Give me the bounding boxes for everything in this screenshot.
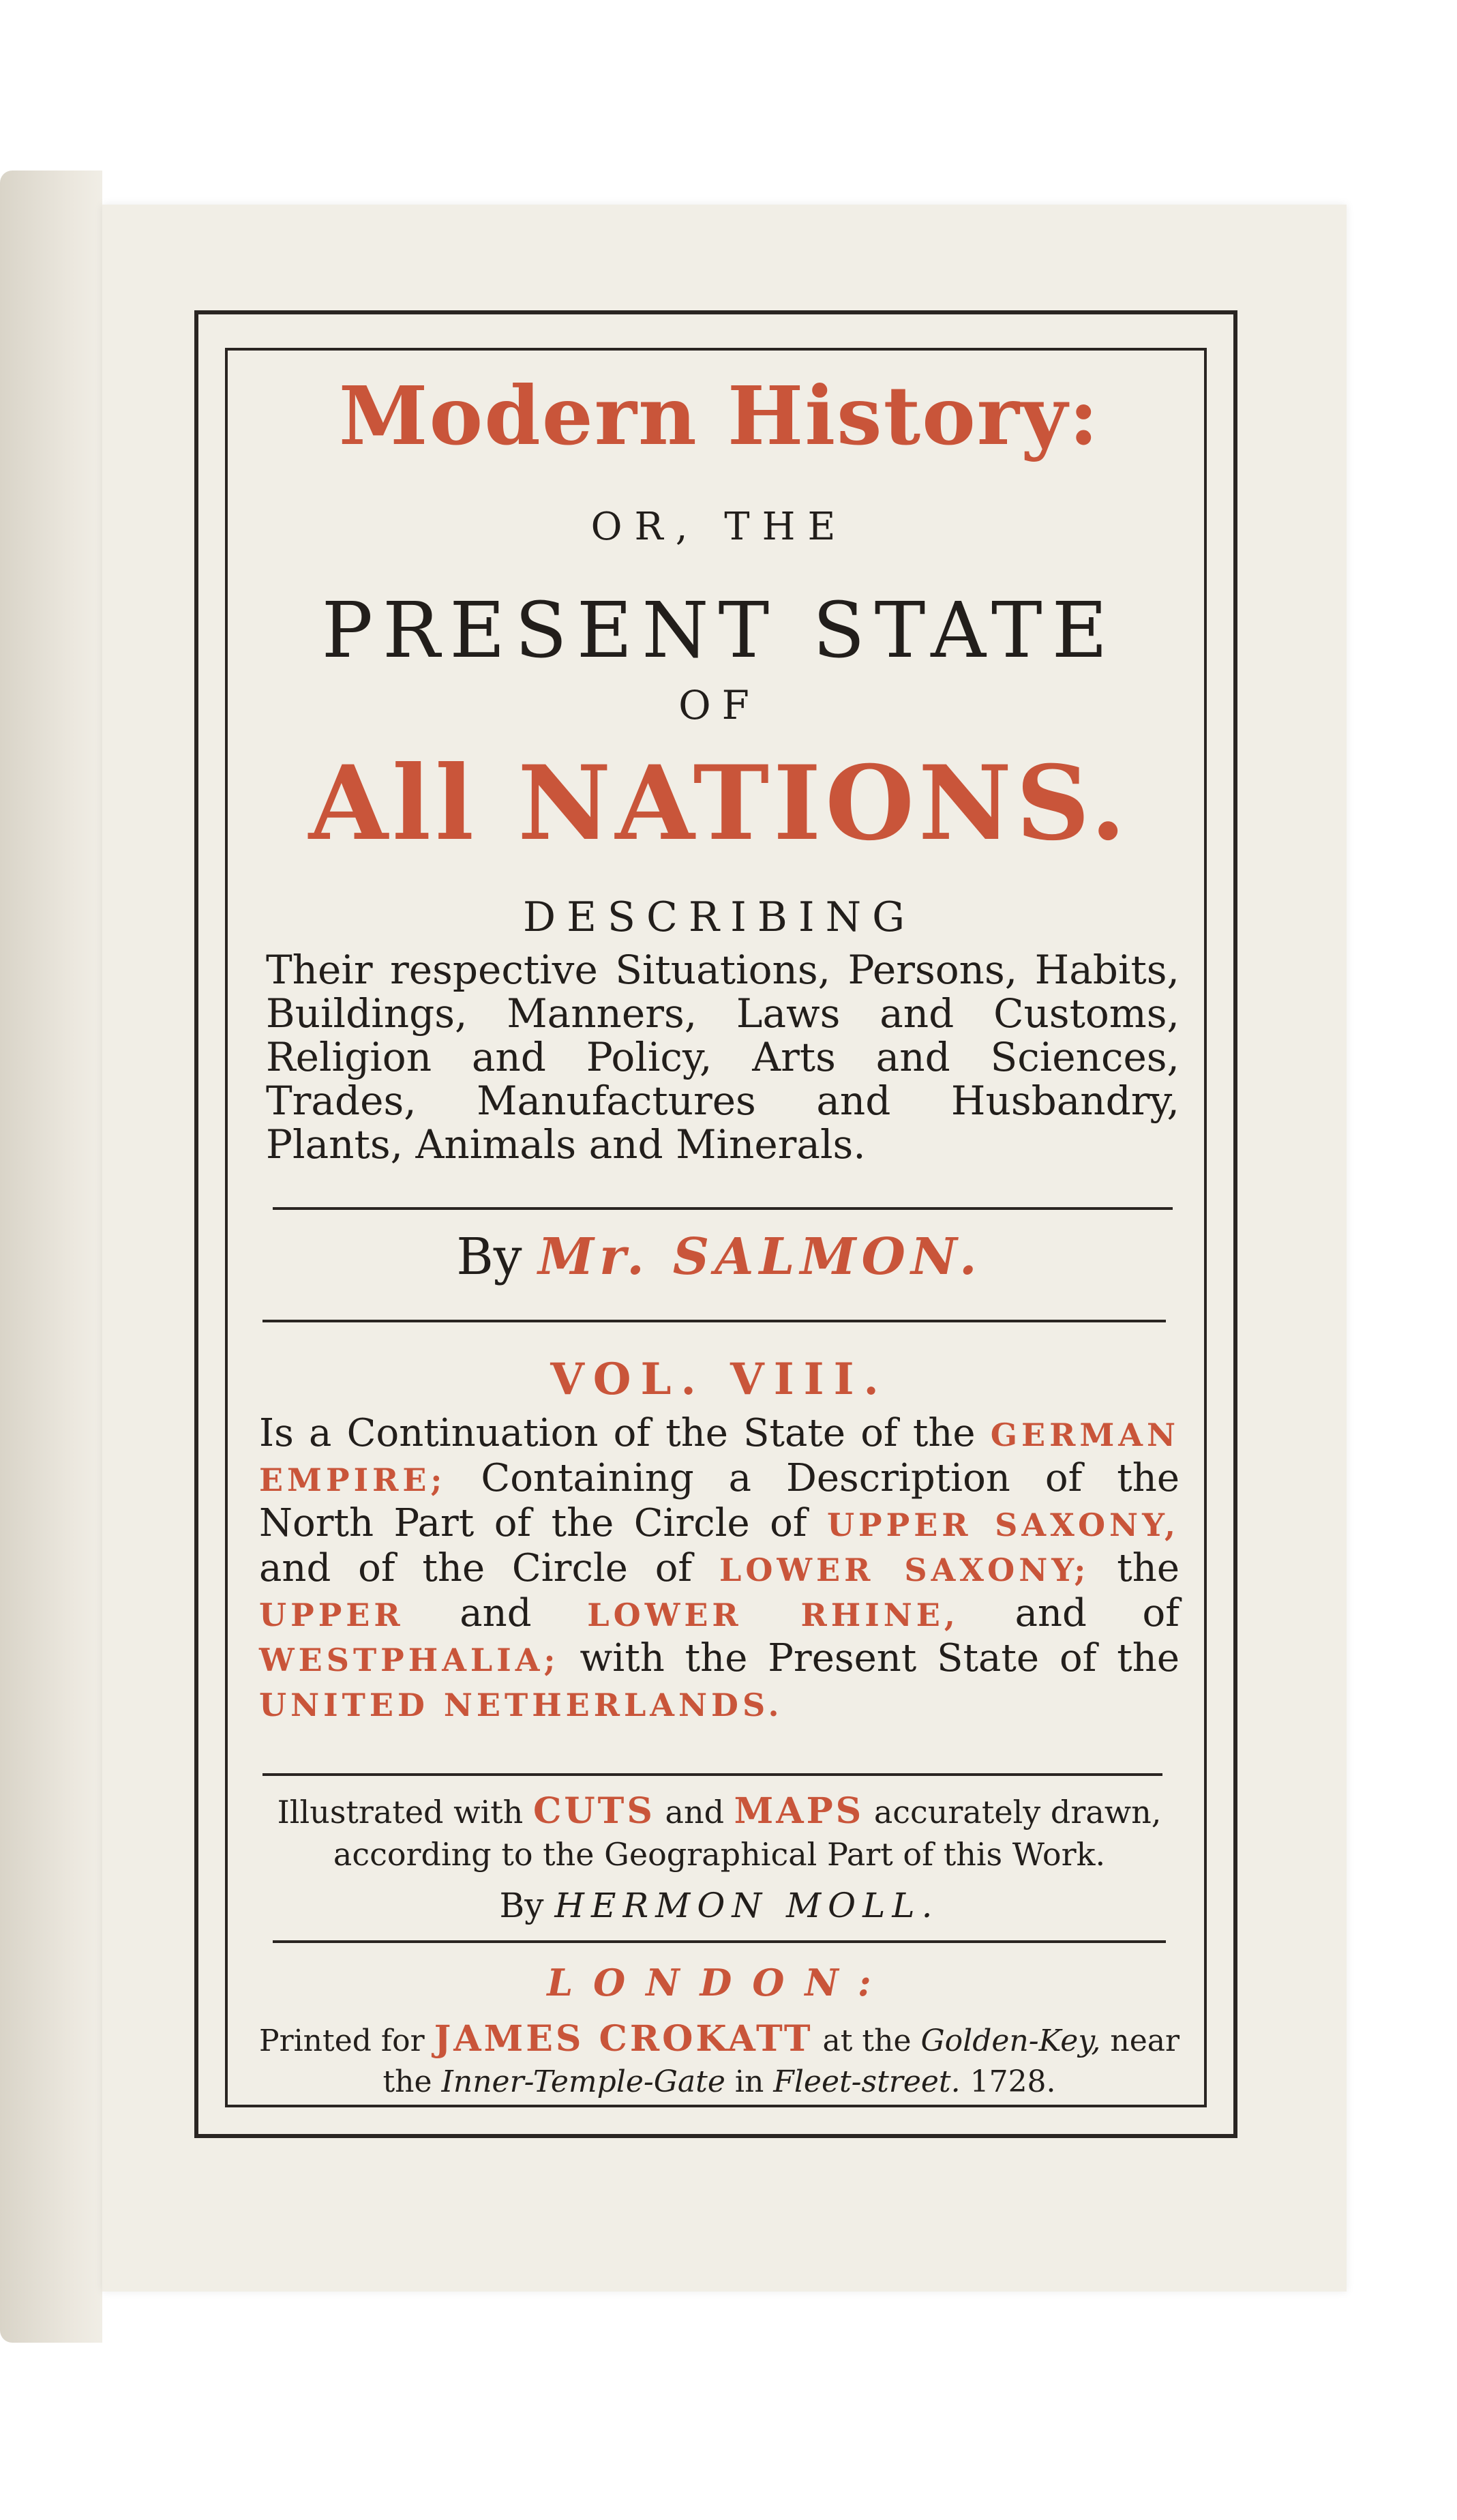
london: LONDON: [547, 1961, 892, 2004]
title: Modern History: [338, 368, 1100, 463]
rule-2 [262, 1320, 1166, 1322]
rule-3 [262, 1773, 1162, 1776]
german-empire: GERMAN EMPIRE; [259, 1417, 1180, 1498]
upper-saxony: UPPER SAXONY, [826, 1507, 1180, 1543]
imprint-text-1: Printed for [258, 2024, 425, 2058]
imprint-printer: JAMES CROKATT [434, 2018, 813, 2060]
author-by: By [456, 1228, 522, 1286]
imprint-text-2: at the [822, 2024, 912, 2058]
imprint-text-3: near the [382, 2024, 1180, 2099]
moll-by: By [499, 1886, 544, 1925]
illus-text-2: and [665, 1794, 725, 1830]
author-line [252, 1228, 1186, 1286]
illus-maps: MAPS [734, 1790, 865, 1832]
vol-text-5: and [460, 1591, 532, 1635]
imprint-text-4: in [734, 2064, 764, 2099]
vol-text-2: Containing a Description of the North Part of the Circle of [259, 1456, 1180, 1545]
describing-heading: DESCRIBING [522, 893, 916, 941]
vol-text-1: Is a Continuation of the State of the [259, 1411, 976, 1455]
subtitle-of: OF [678, 682, 760, 728]
illus-text-1: Illustrated with [277, 1794, 524, 1830]
subtitle-all-nations: All NATIONS. [308, 743, 1130, 863]
imprint [252, 2019, 1186, 2103]
vol-text-6: and of [1015, 1591, 1180, 1635]
westphalia: WESTPHALIA; [259, 1642, 560, 1678]
vol-text-4: the [1117, 1546, 1180, 1590]
page-spine [0, 171, 102, 2343]
imprint-year: 1728. [970, 2064, 1056, 2099]
moll-name: HERMON MOLL. [554, 1886, 940, 1925]
author-name: Mr. SALMON. [538, 1228, 982, 1286]
moll-line [252, 1886, 1186, 1925]
subtitle-or: OR, THE [590, 505, 848, 549]
illustrated-text [252, 1790, 1186, 1876]
description-text: Their respective Situations, Persons, Habits, Buildings, Manners, Laws and Customs, Religion and Policy, Arts and Sciences, Trades, Manufactures and Husbandry, Plants, Animals and Minerals. [266, 947, 1180, 1168]
subtitle-present-state: PRESENT STATE [321, 587, 1117, 675]
rule-4 [273, 1940, 1166, 1943]
volume-description [259, 1412, 1180, 1727]
united-netherlands: UNITED NETHERLANDS. [259, 1687, 783, 1723]
lower-saxony: LOWER SAXONY; [719, 1552, 1090, 1588]
illus-cuts: CUTS [532, 1790, 655, 1832]
imprint-fleet-street: Fleet-street. [773, 2064, 961, 2099]
lower-rhine: LOWER RHINE, [587, 1597, 959, 1633]
vol-text-3: and of the Circle of [259, 1546, 693, 1590]
rule-1 [273, 1207, 1173, 1210]
imprint-golden-key: Golden-Key, [920, 2024, 1101, 2058]
upper: UPPER [259, 1597, 404, 1633]
imprint-inner-temple: Inner-Temple-Gate [441, 2064, 725, 2099]
illus-text-3: accurately drawn, according to the Geographical Part of this Work. [333, 1794, 1162, 1873]
volume-number: VOL. VIII. [550, 1354, 888, 1405]
vol-text-7: with the Present State of the [580, 1636, 1180, 1680]
